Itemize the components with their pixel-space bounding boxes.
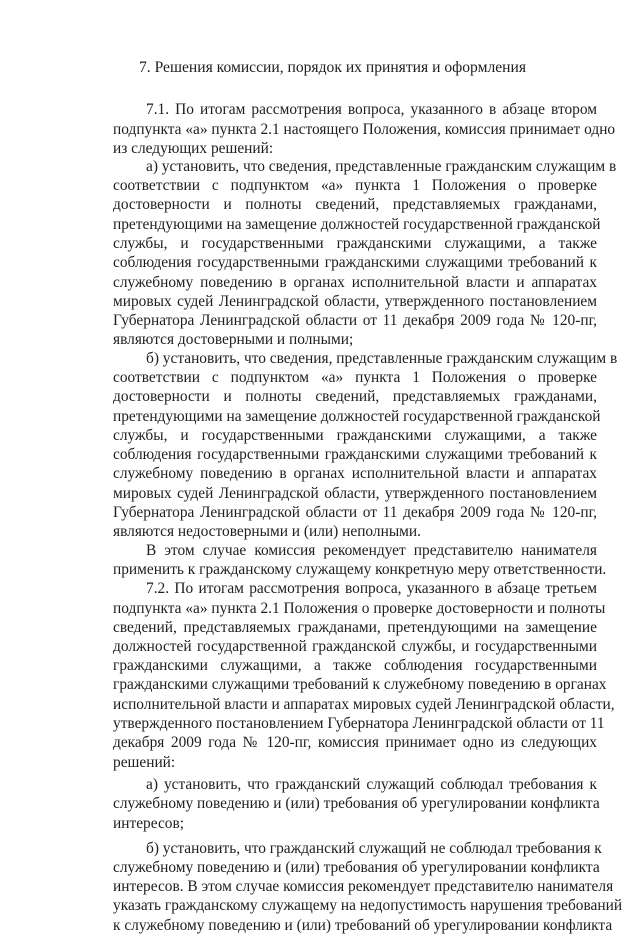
text-line: применить к гражданскому служащему конкретную меру ответственности. bbox=[113, 561, 607, 578]
text-line: интересов. В этом случае комиссия рекомендует представителю нанимателя bbox=[113, 878, 614, 895]
text-line: достоверности и полноты сведений, представляемых гражданами, bbox=[113, 196, 597, 213]
text-line: претендующими на замещение должностей государственной гражданской bbox=[113, 408, 601, 425]
text-line: исполнительной власти и аппаратах мировых судей Ленинградской области, bbox=[113, 696, 615, 713]
text-line: декабря 2009 года № 120-пг, комиссия принимает одно из следующих bbox=[113, 734, 597, 751]
section-heading: 7. Решения комиссии, порядок их принятия и оформления bbox=[139, 59, 527, 76]
text-line: должностей государственной гражданской службы, и государственными bbox=[113, 638, 597, 655]
text-line: соответствии с подпунктом «а» пункта 1 Положения о проверке bbox=[113, 177, 597, 194]
text-line: к служебному поведению и (или) требований об урегулировании конфликта bbox=[113, 917, 613, 934]
text-line: достоверности и полноты сведений, представляемых гражданами, bbox=[113, 388, 597, 405]
text-line: служебному поведению и (или) требования об урегулировании конфликта bbox=[113, 859, 600, 876]
text-line: служебному поведению в органах исполнительной власти и аппаратах bbox=[113, 465, 597, 482]
text-line: соответствии с подпунктом «а» пункта 1 Положения о проверке bbox=[113, 369, 597, 386]
text-line: являются недостоверными и (или) неполными. bbox=[113, 523, 422, 540]
text-line: указать гражданскому служащему на недопустимость нарушения требований bbox=[113, 897, 623, 914]
text-line: интересов; bbox=[113, 815, 185, 832]
text-line: из следующих решений: bbox=[113, 140, 274, 157]
text-line: б) установить, что гражданский служащий не соблюдал требования к bbox=[146, 840, 602, 857]
text-line: претендующими на замещение должностей государственной гражданской bbox=[113, 216, 601, 233]
text-line: решений: bbox=[113, 754, 176, 771]
text-line: являются достоверными и полными; bbox=[113, 331, 354, 348]
text-line: В этом случае комиссия рекомендует представителю нанимателя bbox=[146, 542, 597, 559]
text-line: а) установить, что сведения, представленные гражданским служащим в bbox=[146, 158, 617, 175]
text-line: Губернатора Ленинградской области от 11 декабря 2009 года № 120-пг, bbox=[113, 504, 597, 521]
text-line: соблюдения государственными гражданскими служащими требований к bbox=[113, 446, 597, 463]
text-line: утвержденного постановлением Губернатора Ленинградской области от 11 bbox=[113, 715, 605, 732]
text-line: сведений, представляемых гражданами, претендующими на замещение bbox=[113, 619, 597, 636]
text-line: подпункта «а» пункта 2.1 Положения о проверке достоверности и полноты bbox=[113, 600, 606, 617]
text-line: службы, и государственными гражданскими служащими, а также bbox=[113, 235, 597, 252]
text-line: служебному поведению и (или) требования об урегулировании конфликта bbox=[113, 795, 600, 812]
text-line: гражданскими служащими требований к служебному поведению в органах bbox=[113, 676, 607, 693]
text-line: 7.2. По итогам рассмотрения вопроса, указанного в абзаце третьем bbox=[146, 580, 597, 597]
text-line: служебному поведению в органах исполнительной власти и аппаратах bbox=[113, 274, 597, 291]
text-line: а) установить, что гражданский служащий соблюдал требования к bbox=[146, 776, 597, 793]
text-line: гражданскими служащими, а также соблюдения государственными bbox=[113, 657, 597, 674]
text-line: мировых судей Ленинградской области, утвержденного постановлением bbox=[113, 485, 597, 502]
text-line: подпункта «а» пункта 2.1 настоящего Положения, комиссия принимает одно bbox=[113, 121, 616, 138]
text-line: службы, и государственными гражданскими служащими, а также bbox=[113, 427, 597, 444]
text-line: Губернатора Ленинградской области от 11 декабря 2009 года № 120-пг, bbox=[113, 312, 597, 329]
text-line: соблюдения государственными гражданскими служащими требований к bbox=[113, 254, 597, 271]
text-line: б) установить, что сведения, представленные гражданским служащим в bbox=[146, 350, 618, 367]
text-line: мировых судей Ленинградской области, утвержденного постановлением bbox=[113, 293, 597, 310]
text-line: 7.1. По итогам рассмотрения вопроса, указанного в абзаце втором bbox=[146, 101, 597, 118]
